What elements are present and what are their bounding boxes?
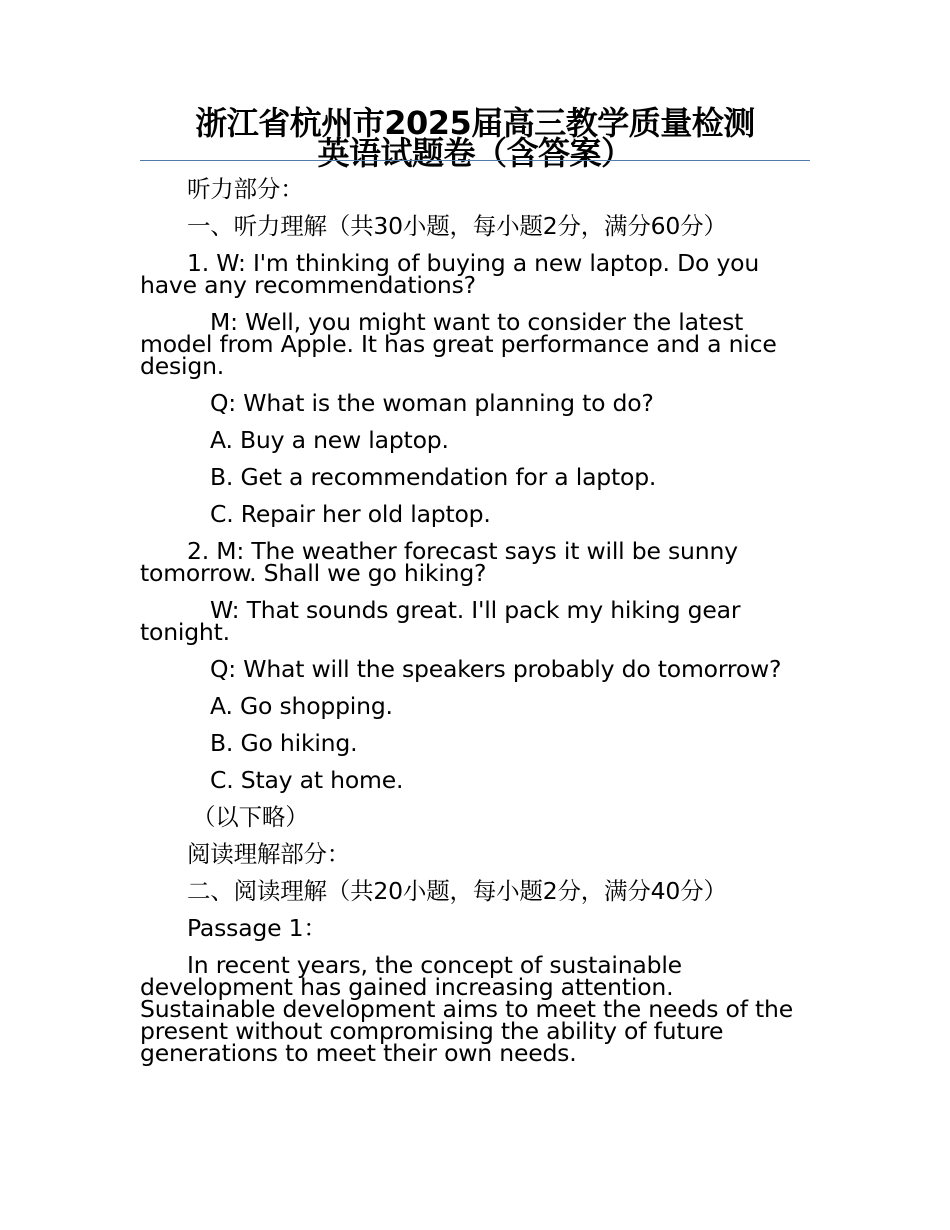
q1-dialogue-woman: 1. W: I'm thinking of buying a new laptop. Do you have any recommendations? — [140, 249, 760, 299]
section-1-title: 一、听力理解（共30小题，每小题2分，满分60分） — [187, 212, 727, 240]
section-2-title: 二、阅读理解（共20小题，每小题2分，满分40分） — [187, 877, 727, 905]
q1-option-c: C. Repair her old laptop. — [210, 500, 491, 528]
q2-dialogue-woman: W: That sounds great. I'll pack my hiking gear tonight. — [140, 596, 741, 646]
title-line-2: 英语试题卷（含答案） — [317, 134, 633, 172]
passage-label: Passage 1： — [187, 914, 327, 942]
omitted-note: （以下略） — [192, 803, 309, 831]
q2-option-b: B. Go hiking. — [210, 729, 358, 757]
q1-question: Q: What is the woman planning to do? — [210, 389, 654, 417]
passage-text: In recent years, the concept of sustainable development has gained increasing attention. Sustainable development aims to meet the needs of the present without compromising the ability of future generations to meet their own needs. — [140, 951, 794, 1067]
q2-option-c: C. Stay at home. — [210, 766, 404, 794]
reading-header: 阅读理解部分： — [187, 840, 351, 868]
q1-option-a: A. Buy a new laptop. — [210, 426, 449, 454]
q2-question: Q: What will the speakers probably do tomorrow? — [210, 655, 782, 683]
title-divider — [140, 160, 810, 161]
q1-dialogue-man: M: Well, you might want to consider the latest model from Apple. It has great performance and a nice design. — [140, 308, 777, 380]
document-title — [140, 104, 810, 172]
title-line-1: 浙江省杭州市2025届高三教学质量检测 — [195, 104, 755, 142]
document-body — [140, 175, 810, 1067]
q2-option-a: A. Go shopping. — [210, 692, 393, 720]
listening-header: 听力部分： — [187, 175, 304, 203]
q2-dialogue-man: 2. M: The weather forecast says it will be sunny tomorrow. Shall we go hiking? — [140, 537, 738, 587]
q1-option-b: B. Get a recommendation for a laptop. — [210, 463, 657, 491]
